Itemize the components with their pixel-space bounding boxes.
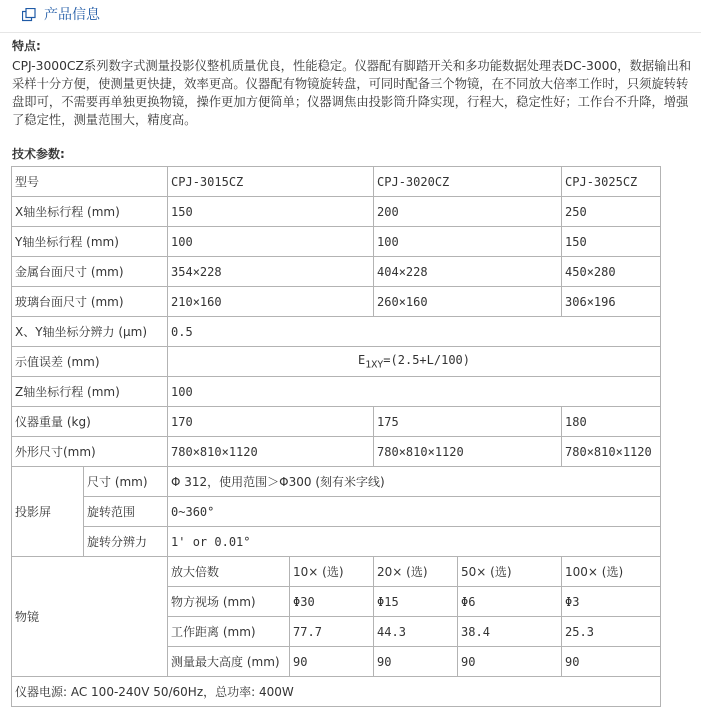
cell-value: 200 [374,197,562,227]
table-row [12,227,661,257]
formula-expression: =(2.5+L/100) [383,352,470,367]
row-label: 玻璃台面尺寸 (mm) [12,287,168,317]
row-label: Y轴坐标行程 (mm) [12,227,168,257]
table-row [12,377,661,407]
formula-subscript: 1XY [365,359,384,371]
cell-value: CPJ-3020CZ [374,167,562,197]
cell-value: 404×228 [374,257,562,287]
cell-value: 170 [168,407,374,437]
cell-value: 90 [290,647,374,677]
cell-value: 150 [168,197,374,227]
row-label: 放大倍数 [168,557,290,587]
row-label: 旋转分辨力 [84,527,168,557]
table-row [12,197,661,227]
cell-value: 780×810×1120 [374,437,562,467]
cell-value: CPJ-3025CZ [562,167,661,197]
cell-value: 100 [168,377,661,407]
row-label: X轴坐标行程 (mm) [12,197,168,227]
cell-value: 180 [562,407,661,437]
row-label: 金属台面尺寸 (mm) [12,257,168,287]
cell-value: Φ15 [374,587,458,617]
row-label: 尺寸 (mm) [84,467,168,497]
params-label: 技术参数: [12,147,65,161]
cell-value: Φ 312，使用范围＞Φ300 (刻有米字线) [168,467,661,497]
table-row [12,467,661,497]
cell-value: 77.7 [290,617,374,647]
table-row [12,167,661,197]
section-title: 产品信息 [44,7,100,23]
cell-value: 90 [562,647,661,677]
cell-value: 780×810×1120 [562,437,661,467]
row-label: 测量最大高度 (mm) [168,647,290,677]
table-row [12,557,661,587]
row-label: 型号 [12,167,168,197]
group-label-screen: 投影屏 [12,467,84,557]
row-label: 示值误差 (mm) [12,347,168,377]
cell-value: 44.3 [374,617,458,647]
row-label: X、Y轴坐标分辨力 (μm) [12,317,168,347]
cell-value: 210×160 [168,287,374,317]
table-row [12,257,661,287]
formula-e: E [358,352,366,367]
table-row [12,497,661,527]
copy-icon [22,8,36,22]
cell-value: 100 [374,227,562,257]
cell-value: CPJ-3015CZ [168,167,374,197]
table-row [12,287,661,317]
row-label: 仪器重量 (kg) [12,407,168,437]
cell-value: Φ6 [458,587,562,617]
cell-value: 100× (选) [562,557,661,587]
table-row [12,317,661,347]
cell-value: Φ3 [562,587,661,617]
table-row [12,527,661,557]
cell-value: 780×810×1120 [168,437,374,467]
cell-value: 150 [562,227,661,257]
cell-value: 25.3 [562,617,661,647]
row-label: 旋转范围 [84,497,168,527]
spec-table [11,166,661,707]
table-row [12,347,661,377]
group-label-objective: 物镜 [12,557,168,677]
cell-value: 175 [374,407,562,437]
cell-value: Φ30 [290,587,374,617]
cell-value: 90 [374,647,458,677]
cell-value: 306×196 [562,287,661,317]
cell-value: 0.5 [168,317,661,347]
cell-value: 354×228 [168,257,374,287]
section-header [0,0,701,33]
cell-value: 1' or 0.01° [168,527,661,557]
features-label: 特点: [12,39,41,53]
cell-value: 10× (选) [290,557,374,587]
cell-value: 0~360° [168,497,661,527]
row-label: 物方视场 (mm) [168,587,290,617]
table-row [12,407,661,437]
row-label: Z轴坐标行程 (mm) [12,377,168,407]
table-row [12,677,661,707]
product-description: CPJ-3000CZ系列数字式测量投影仪整机质量优良，性能稳定。仪器配有脚踏开关和多功能数据处理表DC-3000，数据输出和采样十分方便，使测量更快捷，效率更高。仪器配有物镜旋转盘，可同时配备三个物镜，在不同放大倍率工作时，只须旋转转盘即可，不需要再单独更换物镜，操作更加方便简单；仪器调焦由投影筒升降实现，行程大，稳定性好；工作台不升降，增强了稳定性，测量范围大，精度高。 [12,59,692,127]
cell-value: 38.4 [458,617,562,647]
cell-value: 20× (选) [374,557,458,587]
cell-value: 90 [458,647,562,677]
cell-value: 50× (选) [458,557,562,587]
error-formula [168,347,661,377]
row-label: 工作距离 (mm) [168,617,290,647]
cell-value: 100 [168,227,374,257]
cell-value: 450×280 [562,257,661,287]
cell-value: 250 [562,197,661,227]
cell-value: 260×160 [374,287,562,317]
table-row [12,437,661,467]
power-spec: 仪器电源: AC 100-240V 50/60Hz，总功率: 400W [12,677,661,707]
row-label: 外形尺寸(mm) [12,437,168,467]
